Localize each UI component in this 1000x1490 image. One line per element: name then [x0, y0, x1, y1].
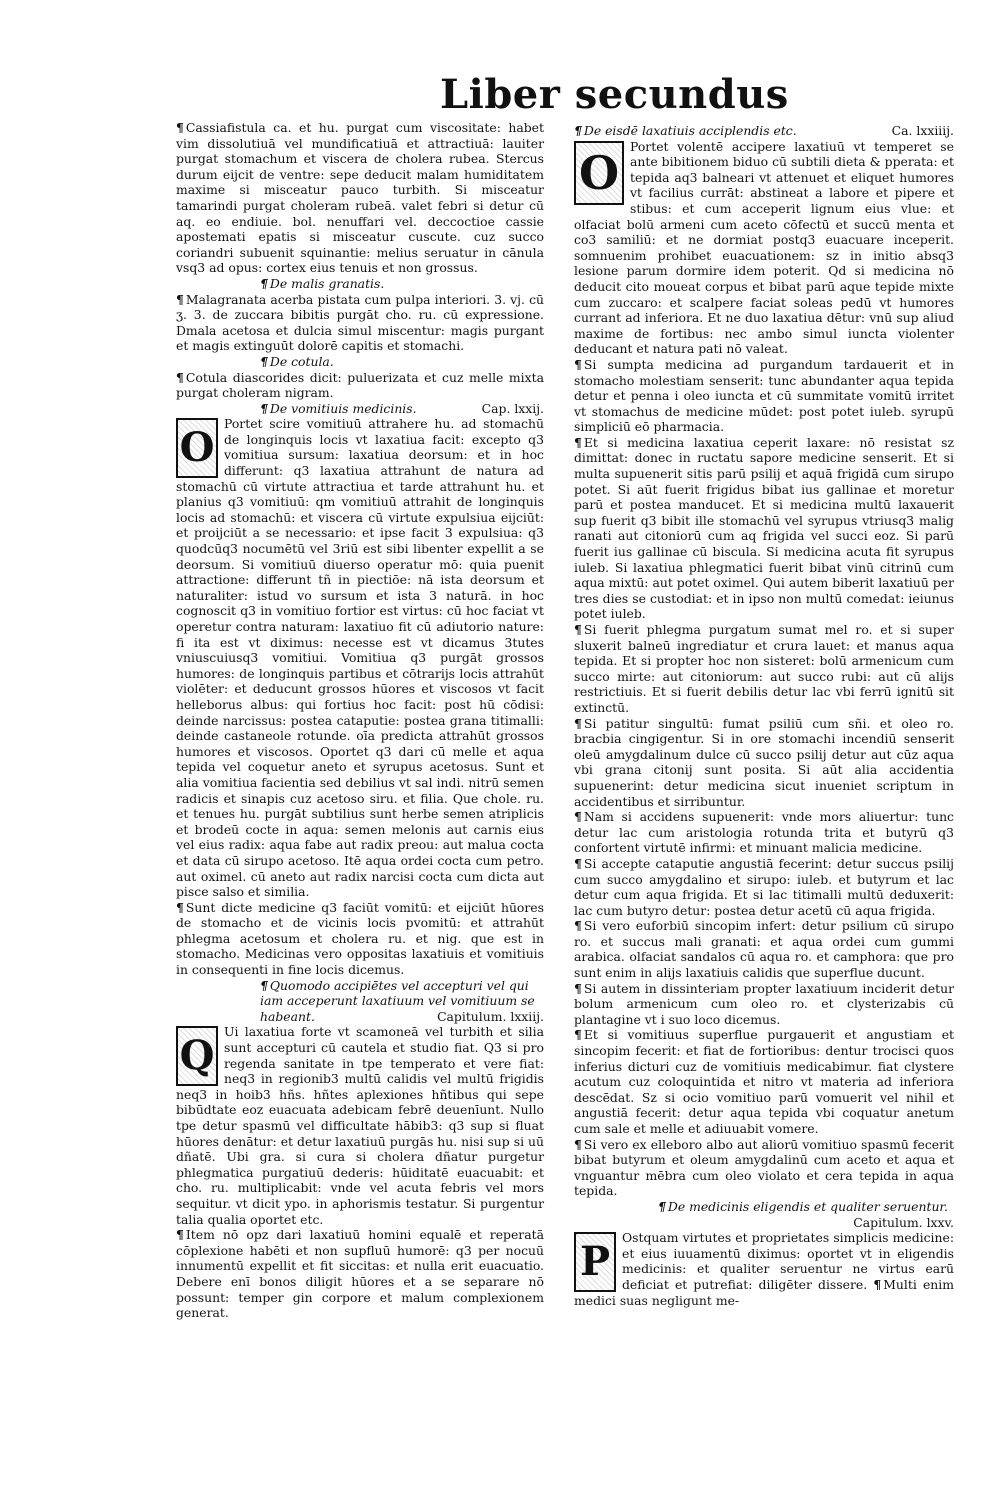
paragraph-si-patitur: ¶ Si patitur singultū: fumat psiliū cum sñi. et oleo ro. bracbia cingigentur. Si in ore stomachi incendiū senserit oleū amygdalinum dulce cū succo psilij detur aut cūz aqua vbi grana citonij sunt posita. Si aūt alia accidentia supuenerint: detur medicina sicut inueniet scriptum in accidentibus et sirribuntur. — [574, 715, 954, 809]
pilcrow-icon: ¶ — [574, 918, 582, 934]
pilcrow-icon: ¶ — [574, 123, 582, 138]
paragraph-dissinteriam: ¶ Si autem in dissinteriam propter laxatiuum inciderit detur bolum armenicum cum oleo ro. et clysterizabis cū plantagine vt i suo loco dicemus. — [574, 980, 954, 1027]
running-head: Liber secundus — [440, 71, 789, 118]
pilcrow-icon: ¶ — [176, 291, 184, 307]
pilcrow-icon: ¶ — [574, 980, 582, 996]
heading-quomodo: ¶ Quomodo accipiētes vel accepturi vel qui iam acceperunt laxatiuum vel vomitiuum se habeant. Capitulum. lxxiij. — [260, 977, 544, 1024]
heading-vomitiuis: ¶ De vomitiuis medicinis. Cap. lxxij. — [260, 400, 544, 416]
decorated-initial-icon: P — [574, 1232, 616, 1292]
decorated-initial-icon: O — [574, 141, 624, 205]
decorated-initial-icon: O — [176, 418, 218, 478]
left-column — [176, 120, 544, 1321]
pilcrow-icon: ¶ — [260, 275, 268, 291]
pilcrow-icon: ¶ — [176, 120, 184, 135]
pilcrow-icon: ¶ — [260, 977, 268, 993]
chapter-number: Cap. lxxij. — [481, 400, 544, 416]
pilcrow-icon: ¶ — [873, 1276, 882, 1292]
paragraph-si-fuerit: ¶ Si fuerit phlegma purgatum sumat mel ro. et si super sluxerit balneū ingrediatur et crura lauet: et manus aqua tepida. Et si propter hoc non sisteret: bolū armenicum cum succo mirte: aut citoniorum: aut succo rubi: aut cū alijs restrictiuis. Et si fuerit debilis detur lac vbi ferrū ignitū sit extinctū. — [574, 622, 954, 715]
pilcrow-icon: ¶ — [574, 622, 582, 637]
pilcrow-icon: ¶ — [658, 1198, 666, 1214]
right-column — [574, 123, 954, 1308]
heading-cotula: ¶ De cotula. — [260, 353, 334, 369]
paragraph-vomitiuus: ¶ Et si vomitiuus superflue purgauerit et angustiam et sincopim fecerit: et fiat de fortioribus: dentur trocisci quos inferius dicturi cuz de vomitiuis medicabimur. fiat clystere acutum cuz coloquintida et nitro vt materia ad inferiora descēdat. Sz si ocio vomitiuo parū vomuerit vel nihil et angustiā fecerit: detur aqua tepida vbi coquatur anetum cum sale et melle et adiuuabit vomere. — [574, 1027, 954, 1136]
pilcrow-icon: ¶ — [574, 1027, 582, 1043]
pilcrow-icon: ¶ — [574, 855, 582, 871]
pilcrow-icon: ¶ — [574, 809, 582, 825]
paragraph-cassiafistula: ¶ Cassiafistula ca. et hu. purgat cum viscositate: habet vim dissolutiuā vel mundificatiuā et attractiuā: lauiter purgat stomachum et viscera de cholera rubea. Stercus durum eijcit de ventre: sepe deducit malam humiditatem maxime si misceatur pauco turbith. Si misceatur tamarindi purgat choleram rubeā. valet febri si detur cū aq. eo endiuie. bol. nenuffari vel. deccoctioe cassie apostemati epatis si misceatur cuscute. cuz succo coriandri subuenit squinantie: melius seruatur in cānula vsq3 ad opus: cortex eius tenuis et non grossus. — [176, 120, 544, 276]
pilcrow-icon: ¶ — [574, 715, 582, 731]
paragraph-sunt-dicte: ¶ Sunt dicte medicine q3 faciūt vomitū: et eijciūt hūores de stomacho et de vicinis locis pvomitū: et attrahūt phlegma acetosum et cholera ru. et nig. que est in stomacho. Medicinas vero oppositas laxatiuis et vomitiuis in consequenti in fine locis dicemus. — [176, 899, 544, 978]
pilcrow-icon: ¶ — [260, 353, 268, 369]
pilcrow-icon: ¶ — [176, 1227, 184, 1243]
pilcrow-icon: ¶ — [176, 369, 184, 385]
paragraph-cataputie: ¶ Si accepte cataputie angustiā fecerint: detur succus psilij cum succo amygdalino et sirupo: iuleb. et butyrum et lac detur cum aqua frigida. Et si lac titimalli multū deduxerit: lac cum butyro detur: postea detur acetū cū aqua frigida. — [574, 855, 954, 918]
paragraph-vomitiuis: O Portet scire vomitiuū attrahere hu. ad stomachū de longinquis locis vt laxatiua facit: excepto q3 vomitiua sursum: laxatiua deorsum: et in hoc differunt: q3 laxatiua attrahunt de natura ad stomachū cū virtute attractiua et tarde attrahunt hu. et planius q3 vomitiuū: qm vomitiuū attrahit de longinquis locis ad stomachū: et viscera cū virtute expulsiua eijciūt: et proijciūt a se necessario: et ipse facit 3 expulsiua: q3 quodcūq3 nocumētū vel 3riū est sibi libenter expellit a se deorsum. Si vomitiuū diuerso operatur mō: quia puenit attractione: differunt tñ in piectiōe: nā ista deorsum et naturaliter: istud vo sursum et ista 3 naturā. in hoc cognoscit q3 in vomitiuo fortior est virtus: cū hoc faciat vt operetur contra naturam: laxatiuo fit cū adiutorio nature: fi ita est vt diximus: necesse est vt dicamus 3tutes vniuscuiusq3 vomitiui. Vomitiua q3 purgāt grossos humores: de longinquis partibus et cōtrarijs locis attrahūt violēter: et deducunt grossos hūores et viscosos vt facit helleborus albus: qui fortius hoc facit: post hū cōdisi: deinde narcissus: postea cataputie: postea grana titimalli: deinde castaneole rotunde. oīa predicta attrahūt grossos humores et viscosos. Oportet q3 dari cū melle et aqua tepida vel coquetur aneto et syrupus acetosus. Sunt et alia vomitiua facientia sed debilius vt sal indi. nitrū semen radicis et sinapis cuz acetoso siru. et filia. Que chole. ru. et tenues hu. purgāt subtilius sunt herbe semen atriplicis et brodeū cocte in aqua: semen melonis aut carnis eius vel eius radix: aqua fabe aut radix preou: aut malua cocta et data cū sirupo acetoso. Itē aqua ordei cocta cum petro. aut oximel. cū aneto aut radix narcisi cocta cum dicta aut pisce salso et similia. — [176, 416, 544, 900]
chapter-number: Ca. lxxiiij. — [891, 123, 954, 138]
pilcrow-icon: ¶ — [574, 1136, 582, 1152]
paragraph-nam: ¶ Nam si accidens supuenerit: vnde mors aliuertur: tunc detur lac cum aristologia rotunda trita et butyrū q3 confortent virtutē infirmi: et minuant malicia medicine. — [574, 809, 954, 856]
heading-medicinis-eligendis: ¶ De medicinis eligendis et qualiter seruentur. Capitulum. lxxv. — [658, 1198, 954, 1230]
pilcrow-icon: ¶ — [176, 899, 184, 915]
paragraph-item: ¶ Item nō opz dari laxatiuū homini equalē et reperatā cōplexione habēti et non supfluū humorē: q3 per nocuū innumentū expellit et fit siccitas: et nulla erit euacuatio. Debere enī bonos diligit hūores et a se separare nō possunt: temper gin corpore et malum complexionem generat. — [176, 1227, 544, 1321]
paragraph-cotula: ¶ Cotula diascorides dicit: puluerizata et cuz melle mixta purgat choleram nigram. — [176, 369, 544, 401]
heading-malis-granatis: ¶ De malis granatis. — [260, 275, 385, 291]
heading-eisdem-laxatiuis: ¶ De eisdē laxatiuis acciplendis etc. Ca. lxxiiij. — [574, 123, 954, 138]
paragraph-elleboro: ¶ Si vero ex elleboro albo aut aliorū vomitiuo spasmū fecerit bibat butyrum et oleum amygdalinū cum aceto et aqua et vnguantur mēbra cum oleo violato et cera tepida in aqua tepida. — [574, 1136, 954, 1199]
paragraph-euforbij: ¶ Si vero euforbiū sincopim infert: detur psilium cū sirupo ro. et succus mali granati: et aqua ordei cum gummi arabica. olfaciat sandalos cū aqua ro. et camphora: que pro sunt enim in alijs laxatiuis calidis que superflue ducunt. — [574, 918, 954, 981]
pilcrow-icon: ¶ — [574, 356, 582, 372]
paragraph-si-sumpta: ¶ Si sumpta medicina ad purgandum tardauerit et in stomacho molestiam senserit: tunc abundanter aqua tepida detur et penna i oleo iuncta et cū summitate vomitū irritet vt stomachus de medicine mūdet: post potet iuleb. syrupū simpliciū eō pharmacia. — [574, 356, 954, 435]
decorated-initial-icon: Q — [176, 1026, 218, 1086]
pilcrow-icon: ¶ — [260, 400, 268, 416]
paragraph-malagranata: ¶ Malagranata acerba pistata cum pulpa interiori. 3. vj. cū ʒ. 3. de zuccara bibitis purgāt cho. ru. cū expressione. Dmala acetosa et dulcia simul miscentur: magis purgant et magis extinguūt dolorē capitis et stomachi. — [176, 291, 544, 354]
chapter-number: Capitulum. lxxiij. — [437, 1008, 544, 1024]
paragraph-medicinis: P Ostquam virtutes et proprietates simplicis medicine: et eius iuuamentū diximus: oportet vt in eligendis medicinis: et qualiter seruentur ne virtus earū deficiat et putrefiat: diligēter dissere. ¶ Multi enim medici suas negligunt me- — [574, 1230, 954, 1308]
paragraph-quomodo: Q Ui laxatiua forte vt scamoneā vel turbith et silia sunt accepturi cū cautela et studio fiat. Q3 si pro regenda sanitate in tpe temperato et vere fiat: neq3 in regionib3 multū calidis vel multū frigidis neq3 in hoib3 hñs. hñtes aplexiones hñtibus qui sepe bibūdtate eoz euacuata adebicam febrē deuenīunt. Nullo tpe detur spasmū vel difficultate hābib3: q3 sup si fluat hūores denātur: et detur laxatiuū purgās hu. nisi sup si uū dñatē. Ubi gra. si cura si cholera dñatur purgetur phlegmatica purgatiuū dederis: hūiditatē euacuabit: et cho. ru. multiplicabit: vnde vel acuta febris vel mors sequitur. vt dicit ypo. in aphorismis testatur. Si purgentur talia qualia oportet etc. — [176, 1024, 544, 1227]
paragraph-eisdem: O Portet volentē accipere laxatiuū vt temperet se ante bibitionem biduo cū subtili dieta & pperata: et tepida aq3 balneari vt attenuet et eliquet humores vt facilius currāt: abstineat a labore et pipere et stibus: et cum acceperit lignum eius vlue: et olfaciat bolū armeni cum aceto cōfectū et succū menta et co3 samiliū: et ne dormiat postq3 euacuare inceperit. somnuenim prohibet euacuationem: sz in initio absq3 lesione parum dormire idem poterit. Qd si medicina nō deducit cito moueat corpus et bibat parū aque tepide mixte cum zuccaro: et scalpere faciat soleas pedū vt humores currant ad inferiora. Et ne duo laxatiua dētur: vnū sup aliud maxime de fortibus: nec ambo simul iuncta violenter deducant et natura pati nō valeat. — [574, 138, 954, 357]
paragraph-et-si: ¶ Et si medicina laxatiua ceperit laxare: nō resistat sz dimittat: donec in ructatu sapore medicine senserit. Et si multa supuenerit sitis parū psilij et aquā frigidā cum sirupo potet. Si aūt fuerit frigidus bibat ius gallinae et moretur parū et postea manducet. Et si medicina multū laxauerit sup fuerit q3 bibit ille stomachū vel syrupus vtriusq3 malig ranati aut citoniorū cum aq frigida vel succi eoz. Si parū fuerit ius gallinae cū biscula. Si medicina acuta fit syrupus iuleb. Si laxatiua phlegmatici fuerit bibat vinū citrinū cum aqua mixtū: aut potet oximel. Qui autem biberit laxatiuū per tres dies se custodiat: et in ipso non multū comedat: ieiunus potet iuleb. — [574, 434, 954, 622]
pilcrow-icon: ¶ — [574, 434, 582, 450]
chapter-number: Capitulum. lxxv. — [853, 1214, 954, 1230]
